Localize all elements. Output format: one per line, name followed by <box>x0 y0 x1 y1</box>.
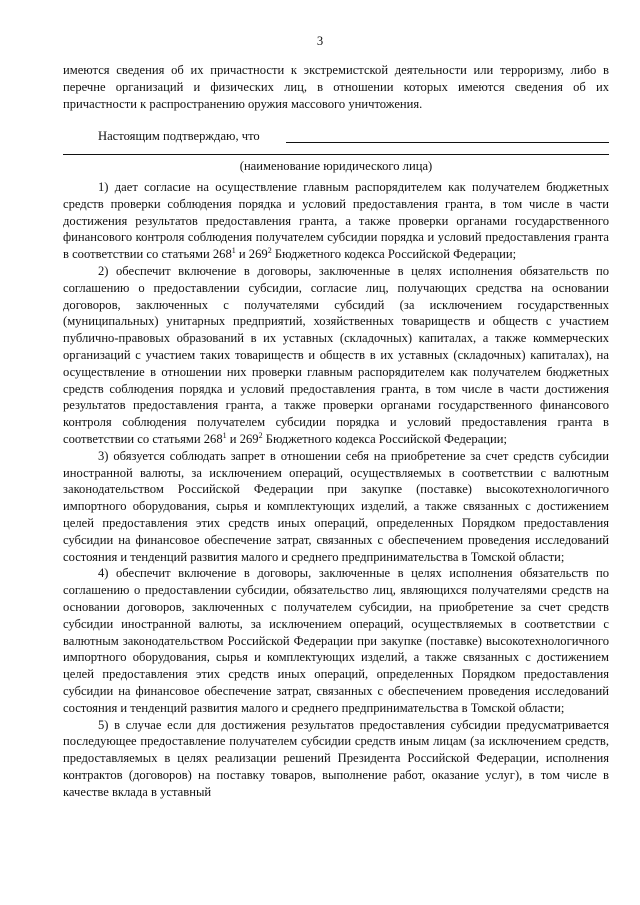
item-1-sup-2: 2 <box>267 246 272 256</box>
item-1-text: 1) дает согласие на осуществление главным распорядителем как получателем бюджетных средств проверки соблюдения порядка и условий предоставления гранта, в том числе в части достижения результатов предоставления гранта, а также проверки органами государственного финансового контроля соблюдения получателем субсидии порядка и условий предоставления гранта в соответствии со статьями 268 <box>63 180 609 262</box>
item-2-sup-1: 1 <box>222 430 227 440</box>
page-number: 3 <box>316 34 324 48</box>
entity-name-caption: (наименование юридического лица) <box>239 159 433 173</box>
obligation-item-1 <box>63 179 609 263</box>
confirm-label: Настоящим подтверждаю, что <box>98 129 260 143</box>
item-2-sup-2: 2 <box>258 430 263 440</box>
item-1-sup-1: 1 <box>231 246 236 256</box>
item-2-mid: и 269 <box>226 431 259 446</box>
entity-name-blank-line-2 <box>63 154 609 155</box>
item-2-end: Бюджетного кодекса Российской Федерации; <box>262 431 507 446</box>
obligation-item-3: 3) обязуется соблюдать запрет в отношении себя на приобретение за счет средств субсидии иностранной валюты, за исключением операций, осуществляемых в соответствии с валютным законодательством Российской Федерации при закупке (поставке) высокотехнологичного импортного оборудования, сырья и комплектующих изделий, а также связанных с достижением целей предоставления этих средств иных операций, определенных Порядком предоставления субсидии на финансовое обеспечение затрат, связанных с обеспечением проведения исследований состояния и тенденций развития малого и среднего предпринимательства в Томской области; <box>63 448 609 564</box>
obligations-list <box>63 179 609 800</box>
confirmation-line <box>98 128 609 145</box>
intro-text: имеются сведения об их причастности к экстремистской деятельности или терроризму, либо в перечне организаций и физических лиц, в отношении которых имеются сведения об их причастности к распространению оружия массового уничтожения. <box>63 63 609 111</box>
entity-name-blank-line <box>286 142 609 143</box>
obligation-item-4: 4) обеспечит включение в договоры, заключенные в целях исполнения обязательств по соглашению о предоставлении субсидии, обязательство лиц, являющихся получателями средств на основании договоров, заключенных с получателем субсидии, на приобретение за счет средств субсидии иностранной валюты, за исключением операций, осуществляемых в соответствии с валютным законодательством Российской Федерации при закупке (поставке) высокотехнологичного импортного оборудования, сырья и комплектующих изделий, а также связанных с достижением целей предоставления этих средств иных операций, определенных Порядком предоставления субсидии на финансовое обеспечение затрат, связанных с обеспечением проведения исследований состояния и тенденций развития малого и среднего предпринимательства в Томской области; <box>63 566 609 715</box>
obligation-item-5: 5) в случае если для достижения результатов предоставления субсидии предусматривается последующее предоставление получателем субсидии средств иным лицам (за исключением средств, предоставляемых в целях реализации решений Президента Российской Федерации, исполнения контрактов (договоров) на поставку товаров, выполнение работ, оказание услуг), в том числе в качестве вклада в уставный <box>63 717 609 799</box>
item-1-mid: и 269 <box>235 247 268 262</box>
obligation-item-2 <box>63 263 609 448</box>
item-2-text: 2) обеспечит включение в договоры, заключенные в целях исполнения обязательств по соглашению о предоставлении субсидии, согласие лиц, получающих средства на основании договоров, заключенных с получателями субсидий (за исключением государственных (муниципальных) унитарных предприятий, хозяйственных товариществ и обществ с участием публично-правовых образований в их уставных (складочных) капиталах, а также коммерческих организаций с участием таких товариществ и обществ в их уставных (складочных) капиталах), на осуществление в отношении них проверки главным распорядителем как получателем бюджетных средств соблюдения порядка и условий предоставления гранта, в том числе в части достижения результатов предоставления гранта, а также проверки органами государственного финансового контроля соблюдения получателем субсидии порядка и условий предоставления гранта в соответствии со статьями 268 <box>63 263 609 446</box>
intro-paragraph <box>63 62 609 112</box>
item-1-end: Бюджетного кодекса Российской Федерации; <box>271 247 517 262</box>
